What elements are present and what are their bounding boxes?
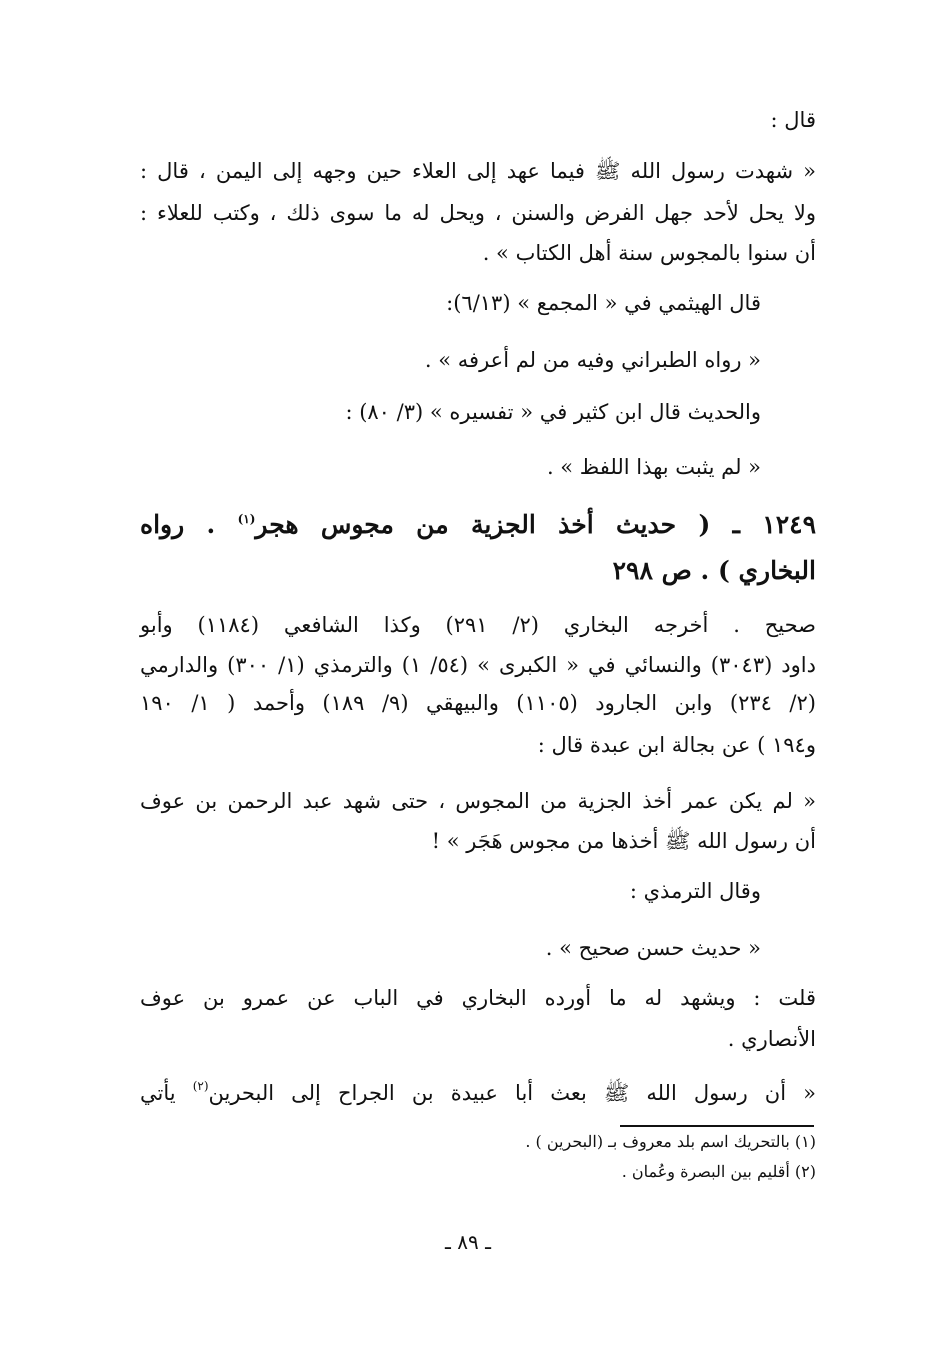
text-line: « حديث حسن صحيح » . xyxy=(545,936,761,960)
footnote-ref: (٢) xyxy=(192,1079,209,1093)
text-line: قال الهيثمي في « المجمع » (٦/١٣): xyxy=(446,291,761,315)
hadith-heading-text: ١٢٤٩ ـ ( حديث أخذ الجزية من مجوس هجر xyxy=(255,510,816,539)
text-line: ولا يحل لأحد جهل الفرض والسنن ، ويحل له ما سوى ذلك ، وكتب للعلاء : xyxy=(140,201,816,225)
text-line: أن رسول الله ﷺ أخذها من مجوس هَجَر » ! xyxy=(431,829,816,853)
hadith-heading-tail: . رواه xyxy=(140,510,238,539)
text-line: « شهدت رسول الله ﷺ فيما عهد إلى العلاء حين وجهه إلى اليمن ، قال : xyxy=(140,159,816,183)
text-line: أن سنوا بالمجوس سنة أهل الكتاب » . xyxy=(482,241,816,265)
text-line: والحديث قال ابن كثير في « تفسيره » (٣/ ٨٠) : xyxy=(345,400,761,424)
text-line: « لم يكن عمر أخذ الجزية من المجوس ، حتى شهد عبد الرحمن بن عوف xyxy=(140,789,816,813)
text-line: (٢/ ٢٣٤) وابن الجارود (١١٠٥) والبيهقي (٩/ ١٨٩) وأحمد ( ١/ ١٩٠ xyxy=(140,691,816,715)
text-line: « رواه الطبراني وفيه من لم أعرفه » . xyxy=(424,348,761,372)
text-line: وقال الترمذي : xyxy=(629,879,761,903)
footnote: (٢) أقليم بين البصرة وعُمان . xyxy=(621,1162,816,1181)
text-span-tail: يأتي xyxy=(140,1081,193,1105)
text-line: داود (٣٠٤٣) والنسائي في « الكبرى » (٥٤/ ١) والترمذي (١/ ٣٠٠) والدارمي xyxy=(140,653,816,677)
hadith-heading xyxy=(140,508,816,546)
text-span: « أن رسول الله ﷺ بعث أبا عبيدة بن الجراح إلى البحرين xyxy=(208,1081,816,1105)
text-line: الأنصاري . xyxy=(727,1027,816,1051)
text-line: صحيح . أخرجه البخاري (٢/ ٢٩١) وكذا الشافعي (١١٨٤) وأبو xyxy=(140,613,816,637)
hadith-heading-line: البخاري ) . ص ٢٩٨ xyxy=(612,556,816,585)
footnote-ref: (١) xyxy=(237,512,256,526)
text-line: قلت : ويشهد له ما أورده البخاري في الباب عن عمرو بن عوف xyxy=(140,986,816,1010)
text-line: قال : xyxy=(770,108,816,132)
text-line: و١٩٤ ) عن بجالة ابن عبدة قال : xyxy=(537,733,816,757)
footnote: (١) بالتحريك اسم بلد معروف بـ (البحرين ) . xyxy=(525,1132,816,1151)
text-line xyxy=(140,1078,816,1111)
footnote-divider xyxy=(620,1125,814,1127)
text-line: « لم يثبت بهذا اللفظ » . xyxy=(546,455,761,479)
page-number: ـ ٨٩ ـ xyxy=(445,1230,491,1254)
